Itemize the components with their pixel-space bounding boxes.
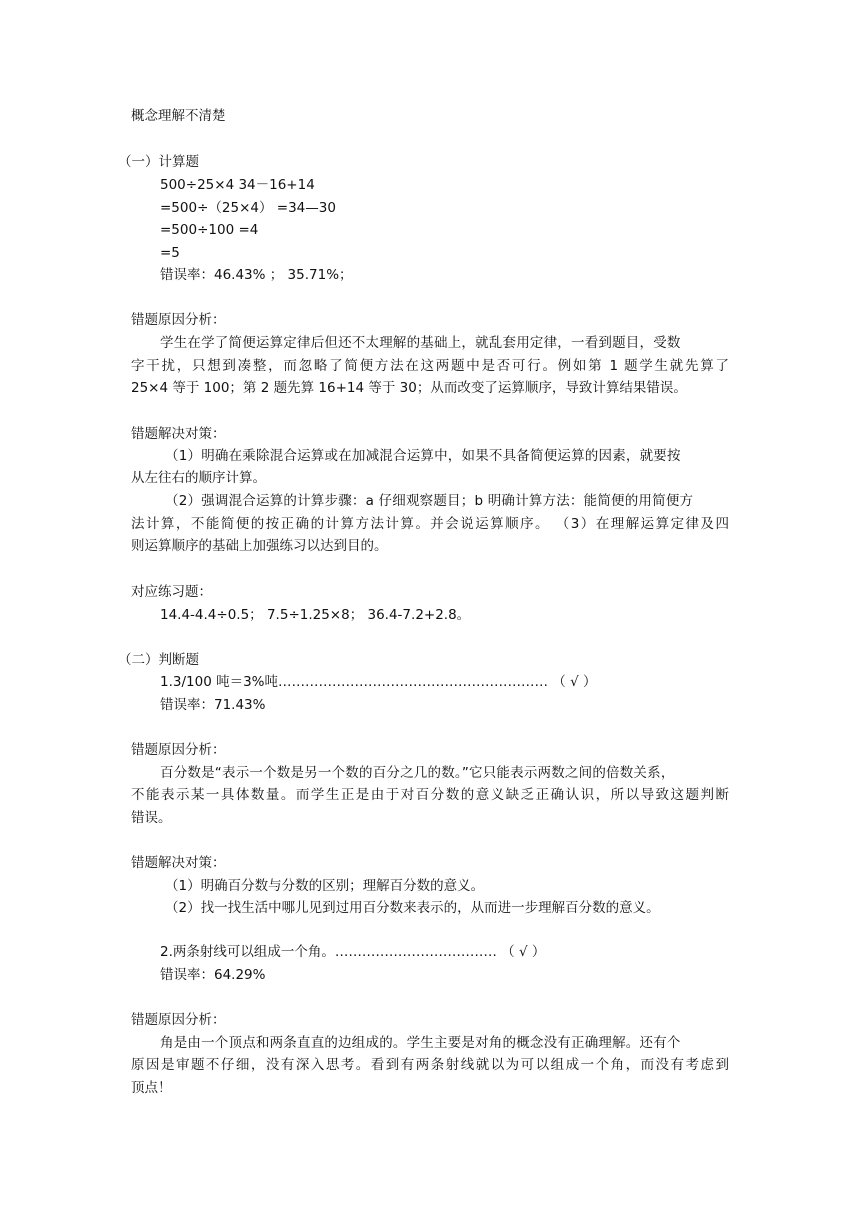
analysis-3-line-3: 顶点！ — [131, 1080, 172, 1096]
judge-question-1: 1.3/100 吨＝3%吨…………………………………………………… （ √ ） — [160, 674, 597, 690]
section-1-heading: （一）计算题 — [118, 154, 199, 170]
analysis-3-line-2: 原因是审题不仔细，没有深入思考。看到有两条射线就以为可以组成一个角，而没有考虑到 — [131, 1057, 729, 1073]
strategy-1-line-2: 从左往右的顺序计算。 — [131, 470, 266, 486]
strategy-title-2: 错题解决对策： — [131, 855, 226, 871]
calc-line-2: =500÷（25×4） =34—30 — [160, 200, 336, 216]
error-rate-2: 错误率：71.43% — [160, 697, 266, 713]
analysis-2-line-1: 百分数是“表示一个数是另一个数的百分之几的数。”它只能表示两数之间的倍数关系， — [160, 765, 675, 781]
analysis-1-line-1: 学生在学了简便运算定律后但还不太理解的基础上，就乱套用定律，一看到题目，受数 — [160, 335, 681, 351]
analysis-2-line-2: 不能表示某一具体数量。而学生正是由于对百分数的意义缺乏正确认识，所以导致这题判断 — [131, 787, 729, 803]
strategy-1-line-5: 则运算顺序的基础上加强练习以达到目的。 — [131, 538, 388, 554]
strategy-2-line-1: （1）明确百分数与分数的区别；理解百分数的意义。 — [165, 878, 485, 894]
practice-title: 对应练习题： — [131, 584, 212, 600]
analysis-1-line-2: 字干扰，只想到凑整，而忽略了简便方法在这两题中是否可行。例如第 1 题学生就先算了 — [131, 358, 729, 374]
strategy-1-line-1: （1）明确在乘除混合运算或在加减混合运算中，如果不具备简便运算的因素，就要按 — [165, 448, 681, 464]
calc-line-3: =500÷100 =4 — [160, 222, 259, 238]
analysis-3-line-1: 角是由一个顶点和两条直直的边组成的。学生主要是对角的概念没有正确理解。还有个 — [160, 1035, 681, 1051]
strategy-1-line-4: 法计算，不能简便的按正确的计算方法计算。并会说运算顺序。 （3）在理解运算定律及四 — [131, 516, 729, 532]
error-rate-1: 错误率：46.43% ； 35.71%； — [160, 267, 353, 283]
calc-line-4: =5 — [160, 245, 180, 261]
analysis-title-3: 错题原因分析： — [131, 1012, 226, 1028]
doc-title: 概念理解不清楚 — [131, 108, 226, 124]
section-2-heading: （二）判断题 — [118, 652, 199, 668]
strategy-1-line-3: （2）强调混合运算的计算步骤：a 仔细观察题目；b 明确计算方法：能简便的用简便方 — [165, 493, 694, 509]
analysis-1-line-3: 25×4 等于 100；第 2 题先算 16+14 等于 30；从而改变了运算顺序，导致计算结果错误。 — [131, 380, 687, 396]
strategy-title-1: 错题解决对策： — [131, 426, 226, 442]
calc-line-1: 500÷25×4 34－16+14 — [160, 177, 315, 193]
analysis-title-1: 错题原因分析： — [131, 312, 226, 328]
analysis-2-line-3: 错误。 — [131, 810, 172, 826]
error-rate-3: 错误率：64.29% — [160, 967, 266, 983]
practice-line: 14.4-4.4÷0.5； 7.5÷1.25×8； 36.4-7.2+2.8。 — [160, 607, 471, 623]
strategy-2-line-2: （2）找一找生活中哪儿见到过用百分数来表示的，从而进一步理解百分数的意义。 — [165, 900, 660, 916]
analysis-title-2: 错题原因分析： — [131, 742, 226, 758]
judge-question-2: 2.两条射线可以组成一个角。……………………………… （ √ ） — [160, 944, 546, 960]
